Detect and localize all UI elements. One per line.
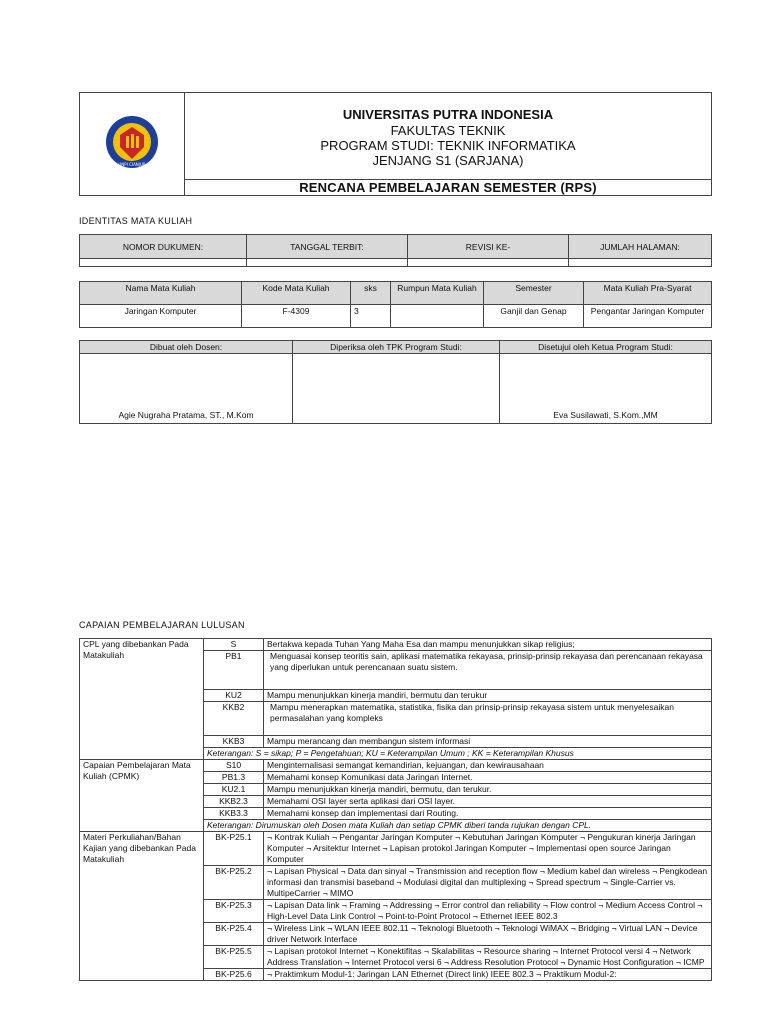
bk-text: ¬ Lapisan Physical ¬ Data dan sinyal ¬ Transmission and reception flow ¬ Medium kabel dan wireless ¬ Pengkodean informasi dan transmisi baseband ¬ Modulasi digital dan multiplexing ¬ Spread spectrum ¬ Single-Carrier vs. MultipeCarrier ¬ MIMO <box>264 866 712 900</box>
bk-code: BK-P25.1 <box>204 832 264 866</box>
section-title-cpl: CAPAIAN PEMBELAJARAN LULUSAN <box>79 620 245 630</box>
cpmk-text: Memahami konsep dan implementasi dari Routing. <box>264 808 712 820</box>
cpl-text: Mampu menerapkan matematika, statistika, fisika dan prinsip-prinsip rekayasa sistem untuk menyelesaikan permasalahan yang kompleks <box>264 702 712 736</box>
cpl-code: S <box>204 639 264 651</box>
bk-text: ¬ Kontrak Kuliah ¬ Pengantar Jaringan Komputer ¬ Kebutuhan Jaringan Komputer ¬ Pengukuran kinerja Jaringan Komputer ¬ Arsitektur Internet ¬ Lapisan protokol Jaringan Komputer ¬ Implementasi open source Jaringan Komputer <box>264 832 712 866</box>
doc-header-halaman: JUMLAH HALAMAN: <box>569 235 712 259</box>
section-title-identitas: IDENTITAS MATA KULIAH <box>79 216 193 226</box>
course-info-table <box>79 281 712 328</box>
cpl-text: Menguasai konsep teoritis sain, aplikasi matematika rekayasa, prinsip-prinsip rekayasa dan perencanaan rekayasa yang diperlukan untuk perencanaan suatu sistem. <box>264 651 712 690</box>
level-name: JENJANG S1 (SARJANA) <box>372 153 524 168</box>
doc-value-tanggal <box>247 259 408 267</box>
mk-value-nama: Jaringan Komputer <box>80 305 242 328</box>
sig-header-kaprodi: Disetujui oleh Ketua Program Studi: <box>500 341 712 354</box>
cpl-text: Mampu menunjukkan kinerja mandiri, bermutu dan terukur <box>264 690 712 702</box>
mk-value-kode: F-4309 <box>242 305 351 328</box>
document-info-table <box>79 234 712 267</box>
signature-table <box>79 340 712 424</box>
bk-code: BK-P25.6 <box>204 969 264 981</box>
document-title: RENCANA PEMBELAJARAN SEMESTER (RPS) <box>185 180 712 196</box>
bk-code: BK-P25.5 <box>204 946 264 969</box>
sig-name-tpk <box>293 354 500 424</box>
mk-header-semester: Semester <box>484 282 584 305</box>
cpmk-code: KKB2.3 <box>204 796 264 808</box>
university-logo-icon <box>104 114 160 170</box>
faculty-name: FAKULTAS TEKNIK <box>390 123 506 138</box>
university-name: UNIVERSITAS PUTRA INDONESIA <box>342 107 554 122</box>
cpmk-code: PB1.3 <box>204 772 264 784</box>
mk-header-kode: Kode Mata Kuliah <box>242 282 351 305</box>
sig-name-dosen: Agie Nugraha Pratama, ST., M.Kom <box>80 354 293 424</box>
cpmk-code: KU2.1 <box>204 784 264 796</box>
cpl-code: KKB3 <box>204 736 264 748</box>
bk-text: ¬ Lapisan Data link ¬ Framing ¬ Addressing ¬ Error control dan reliability ¬ Flow control ¬ Medium Access Control ¬ High-Level Data Link Control ¬ Point-to-Point Protocol ¬ Ethernet IEEE 802.3 <box>264 900 712 923</box>
cpmk-note: Keterangan: Dirumuskan oleh Dosen mata Kuliah dan setiap CPMK diberi tanda rujukan dengan CPL. <box>204 820 712 832</box>
cpl-table <box>79 638 712 981</box>
cpl-text: Bertakwa kepada Tuhan Yang Maha Esa dan mampu menunjukkan sikap religius; <box>264 639 712 651</box>
cpmk-text: Memahami konsep Komunikasi data Jaringan Internet. <box>264 772 712 784</box>
doc-value-revisi <box>408 259 569 267</box>
bk-code: BK-P25.3 <box>204 900 264 923</box>
doc-value-nomor <box>80 259 247 267</box>
doc-value-halaman <box>569 259 712 267</box>
mk-value-prasyarat: Pengantar Jaringan Komputer <box>584 305 712 328</box>
cpl-code: KKB2 <box>204 702 264 736</box>
mk-header-sks: sks <box>351 282 391 305</box>
cpmk-code: KKB3.3 <box>204 808 264 820</box>
cpl-group3-label: Materi Perkuliahan/Bahan Kajian yang dibebankan Pada Matakuliah <box>80 832 204 981</box>
cpmk-text: Memahami OSI layer serta aplikasi dari OSI layer. <box>264 796 712 808</box>
sig-name-kaprodi: Eva Susilawati, S.Kom.,MM <box>500 354 712 424</box>
doc-header-revisi: REVISI KE- <box>408 235 569 259</box>
logo-text: UNPI CIANJUR <box>118 161 146 167</box>
bk-code: BK-P25.4 <box>204 923 264 946</box>
institution-cell <box>185 93 712 180</box>
cpl-text: Mampu merancang dan membangun sistem informasi <box>264 736 712 748</box>
mk-header-rumpun: Rumpun Mata Kuliah <box>391 282 484 305</box>
cpl-code: KU2 <box>204 690 264 702</box>
sig-header-tpk: Diperiksa oleh TPK Program Studi: <box>293 341 500 354</box>
cpmk-text: Mampu menunjukkan kinerja mandiri, bermutu, dan terukur. <box>264 784 712 796</box>
mk-header-nama: Nama Mata Kuliah <box>80 282 242 305</box>
program-name: PROGRAM STUDI: TEKNIK INFORMATIKA <box>320 138 576 153</box>
mk-value-rumpun <box>391 305 484 328</box>
sig-header-dosen: Dibuat oleh Dosen: <box>80 341 293 354</box>
bk-code: BK-P25.2 <box>204 866 264 900</box>
bk-text: ¬ Praktimkum Modul-1: Jaringan LAN Ethernet (Direct link) IEEE 802.3 ¬ Praktikum Modul-2: <box>264 969 712 981</box>
mk-value-semester: Ganjil dan Genap <box>484 305 584 328</box>
bk-text: ¬ Wireless Link ¬ WLAN IEEE 802.11 ¬ Teknologi Bluetooth ¬ Teknologi WiMAX ¬ Bridging ¬ Virtual LAN ¬ Device driver Network Interface <box>264 923 712 946</box>
logo-cell <box>80 93 185 196</box>
mk-value-sks: 3 <box>351 305 391 328</box>
cpl-group2-label: Capaian Pembelajaran Mata Kuliah (CPMK) <box>80 760 204 832</box>
cpl-note: Keterangan: S = sikap; P = Pengetahuan; KU = Keterampilan Umum ; KK = Keterampilan Khusus <box>204 748 712 760</box>
cpmk-text: Menginternalisasi semangat kemandirian, kejuangan, dan kewirausahaan <box>264 760 712 772</box>
doc-header-tanggal: TANGGAL TERBIT: <box>247 235 408 259</box>
cpl-group1-label: CPL yang dibebankan Pada Matakuliah <box>80 639 204 760</box>
bk-text: ¬ Lapisan protokol Internet ¬ Konektifitas ¬ Skalabilitas ¬ Resource sharing ¬ Internet Protocol versi 4 ¬ Network Address Translation ¬ Internet Protocol versi 6 ¬ Address Resolution Protocol ¬ Dynamic Host Configuration ¬ ICMP <box>264 946 712 969</box>
cpl-code: PB1 <box>204 651 264 690</box>
doc-header-nomor: NOMOR DUKUMEN: <box>80 235 247 259</box>
header-table <box>79 92 712 196</box>
mk-header-prasyarat: Mata Kuliah Pra-Syarat <box>584 282 712 305</box>
cpmk-code: S10 <box>204 760 264 772</box>
